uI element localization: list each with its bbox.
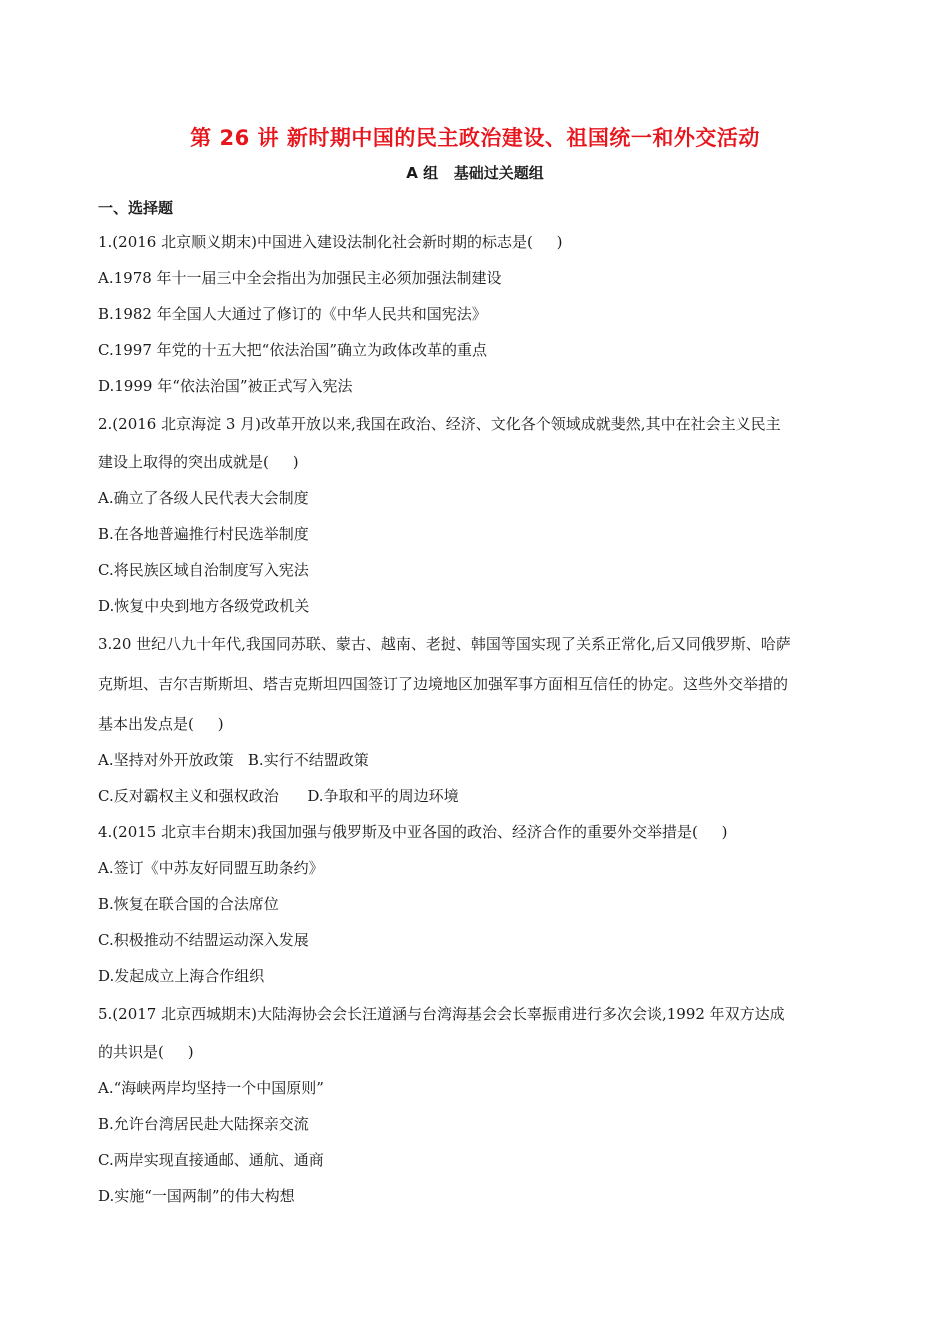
question-3-option-ab: A.坚持对外开放政策 B.实行不结盟政策 [98,751,369,769]
question-5-option-c: C.两岸实现直接通邮、通航、通商 [98,1151,324,1169]
question-4-option-c: C.积极推动不结盟运动深入发展 [98,931,309,949]
question-2-option-c: C.将民族区域自治制度写入宪法 [98,561,309,579]
question-2-option-b: B.在各地普遍推行村民选举制度 [98,525,309,543]
section-heading: 一、选择题 [98,199,174,217]
question-3-option-cd: C.反对霸权主义和强权政治 D.争取和平的周边环境 [98,787,459,805]
question-5-stem-line-1: 5.(2017 北京西城期末)大陆海协会会长汪道涵与台湾海基会会长辜振甫进行多次会谈,1992 年双方达成 [98,1005,785,1023]
question-2-option-a: A.确立了各级人民代表大会制度 [98,489,309,507]
question-5-stem-line-2: 的共识是( ) [98,1043,194,1061]
question-5-option-d: D.实施“一国两制”的伟大构想 [98,1187,295,1205]
question-4-stem: 4.(2015 北京丰台期末)我国加强与俄罗斯及中亚各国的政治、经济合作的重要外交举措是( ) [98,823,728,841]
question-4-option-b: B.恢复在联合国的合法席位 [98,895,279,913]
question-1-option-b: B.1982 年全国人大通过了修订的《中华人民共和国宪法》 [98,305,487,323]
question-1-option-a: A.1978 年十一届三中全会指出为加强民主必须加强法制建设 [98,269,502,287]
question-3-stem-line-3: 基本出发点是( ) [98,715,224,733]
page-title: 第 26 讲 新时期中国的民主政治建设、祖国统一和外交活动 [190,126,760,150]
question-4-option-d: D.发起成立上海合作组织 [98,967,265,985]
question-4-option-a: A.签订《中苏友好同盟互助条约》 [98,859,324,877]
question-5-option-b: B.允许台湾居民赴大陆探亲交流 [98,1115,309,1133]
question-3-stem-line-2: 克斯坦、吉尔吉斯斯坦、塔吉克斯坦四国签订了边境地区加强军事方面相互信任的协定。这些外交举措的 [98,675,789,693]
question-1-stem: 1.(2016 北京顺义期末)中国进入建设法制化社会新时期的标志是( ) [98,233,563,251]
question-3-stem-line-1: 3.20 世纪八九十年代,我国同苏联、蒙古、越南、老挝、韩国等国实现了关系正常化,后又同俄罗斯、哈萨 [98,635,791,653]
question-2-stem-line-1: 2.(2016 北京海淀 3 月)改革开放以来,我国在政治、经济、文化各个领域成就斐然,其中在社会主义民主 [98,415,781,433]
question-5-option-a: A.“海峡两岸均坚持一个中国原则” [98,1079,324,1097]
question-1-option-d: D.1999 年“依法治国”被正式写入宪法 [98,377,353,395]
question-2-option-d: D.恢复中央到地方各级党政机关 [98,597,310,615]
question-1-option-c: C.1997 年党的十五大把“依法治国”确立为政体改革的重点 [98,341,487,359]
group-subtitle: A 组 基础过关题组 [406,164,544,182]
question-2-stem-line-2: 建设上取得的突出成就是( ) [98,453,299,471]
